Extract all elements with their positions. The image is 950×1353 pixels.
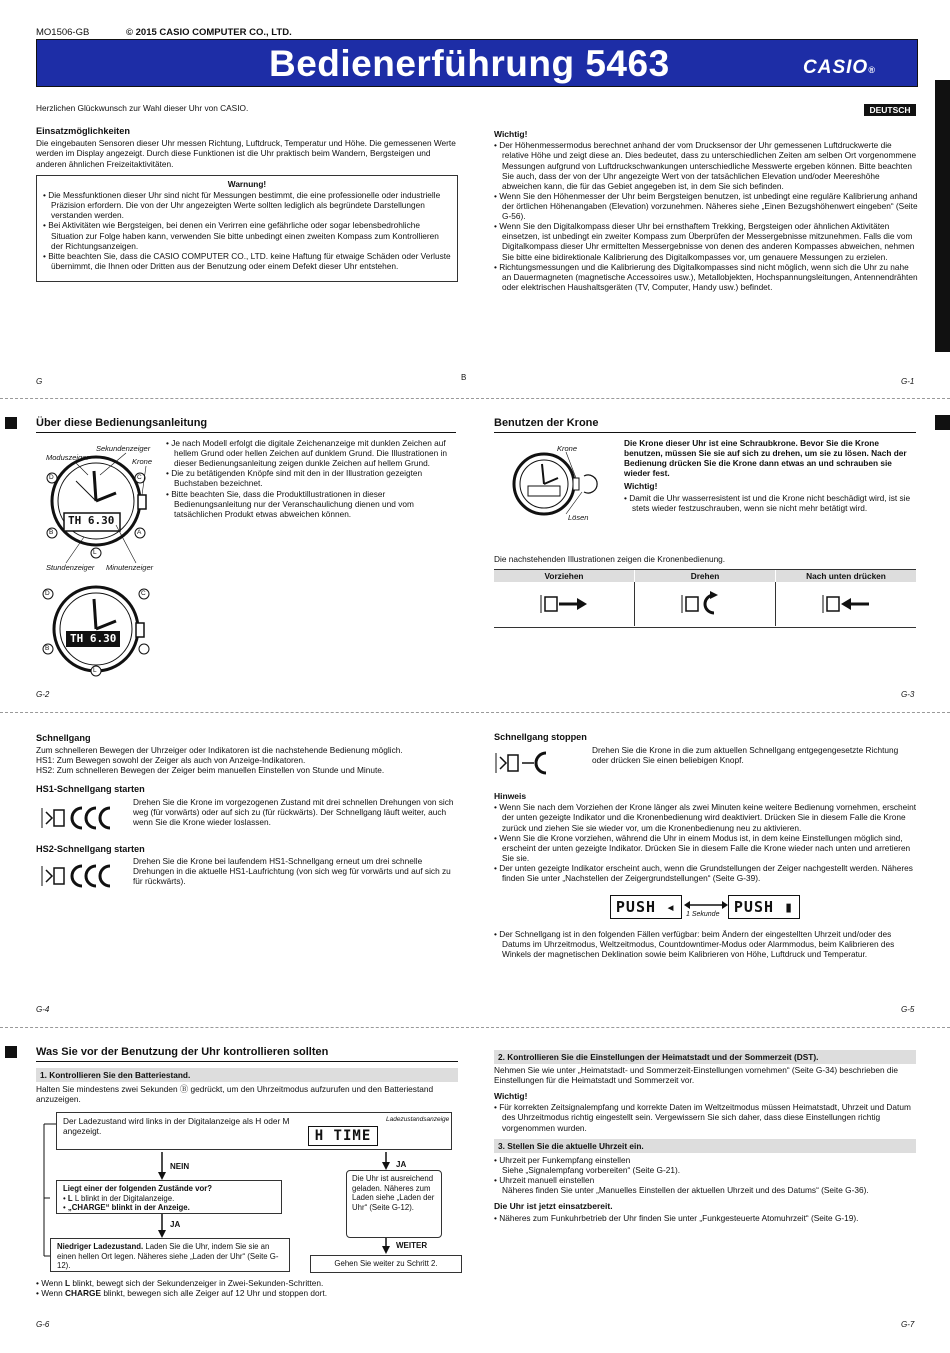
question-item: • L L blinkt in der Digitalanzeige. xyxy=(63,1193,175,1203)
hint-title: Hinweis xyxy=(494,791,527,801)
note-item: • Wenn CHARGE blinkt, bewegen sich alle Zeiger auf 12 Uhr und stoppen dort. xyxy=(36,1288,328,1299)
label-loosen: Lösen xyxy=(568,513,589,522)
important-item: • Wenn Sie den Höhenmesser der Uhr beim Bergsteigen benutzen, ist unbedingt eine reguläre Kalibrierung anhand der örtlichen Höhenangaben (Elevation) vorzunehmen. Näheres siehe „Einen Bezugshöhenwert eingeben“ (Seite G-56). xyxy=(494,190,918,222)
step-2-bar: 2. Kontrollieren Sie die Einstellungen der Heimatstadt und der Sommerzeit (DST). xyxy=(494,1050,916,1064)
brand-name: CASIO xyxy=(803,57,869,78)
edge-tab-small xyxy=(935,415,950,430)
g6-notes xyxy=(36,1278,460,1298)
hint-item: • Wenn Sie nach dem Vorziehen der Krone länger als zwei Minuten keine weitere Bedienung vornehmen, erscheint der unten gezeigte Indikator und die Kronenbedienung wird deaktiviert. Drücken Sie in diesem Falle die Krone zurück und ziehen Sie sie wieder vor, um die Kronenbedienung neu zu aktivieren. xyxy=(494,802,916,833)
important-item: • Damit die Uhr wasserresistent ist und die Krone nicht beschädigt wird, ist sie stets wieder festzuschrauben, wenn sie nicht mehr betätigt wird. xyxy=(624,492,911,513)
step-3-bar: 3. Stellen Sie die aktuelle Uhrzeit ein. xyxy=(494,1139,916,1153)
push-indicator xyxy=(610,895,800,925)
table-header: Nach unten drücken xyxy=(806,571,886,581)
label-minute-hand: Minutenzeiger xyxy=(106,563,154,572)
important-title: Wichtig! xyxy=(494,129,528,139)
warning-box xyxy=(36,175,458,282)
hs1-title: HS1-Schnellgang starten xyxy=(36,783,145,794)
step-2-text: Nehmen Sie wie unter „Heimatstadt- und Sommerzeit-Einstellungen vornehmen“ (Seite G-34) beschrieben die Einstellungen für die Heimatstadt und Sommerzeit vor. xyxy=(494,1065,898,1086)
flow-yes-label: JA xyxy=(396,1160,407,1169)
important-title: Wichtig! xyxy=(624,481,658,492)
list-item: • Der Schnellgang ist in den folgenden Fällen verfügbar: beim Ändern der eingestellten Uhrzeit und/oder des Datums im Uhrzeitmodus, Weltzeitmodus, Countdowntimer-Modus oder Alarmmodus, beim Kalibrieren des Winkels der magnetischen Deklination sowie beim Kalibrieren von Höhe, Luftdruck und Temperatur. xyxy=(494,929,895,960)
flow-yes-label-2: JA xyxy=(170,1220,181,1229)
one-second-label: 1 Sekunde xyxy=(686,911,720,918)
flow-no-label: NEIN xyxy=(170,1162,190,1171)
watch-illustration-1 xyxy=(36,441,166,576)
casio-logo xyxy=(803,56,876,79)
warning-title: Warnung! xyxy=(227,179,267,189)
g3-text xyxy=(624,438,916,513)
label-hour-hand: Stundenzeiger xyxy=(46,563,95,572)
g2-text xyxy=(166,438,458,519)
g1-right xyxy=(494,129,918,292)
question-title: Liegt einer der folgenden Zustände vor? xyxy=(63,1184,213,1193)
button-l: L xyxy=(93,549,97,556)
button-l: L xyxy=(93,667,97,674)
low-charge-text: Laden Sie die Uhr, indem Sie sie an einen hellen Ort legen. Näheres siehe „Laden der Uhr“ (Seite G-12). xyxy=(57,1242,279,1270)
g5-last xyxy=(494,929,918,959)
watch-illustration-2 xyxy=(36,583,166,683)
copyright: © 2015 CASIO COMPUTER CO., LTD. xyxy=(126,27,292,38)
lcd-readout-inverted: TH 6.30 xyxy=(70,632,117,645)
important-item: • Der Höhenmessermodus berechnet anhand der vom Drucksensor der Uhr gemessenen Luftdruckwerte die relative Höhe und zeigt diese an. Dies bedeutet, dass zu unterschiedlichen Zeiten am selben Ort vorgenommene Messungen aufgrund von Luftdruckschwankungen unterschiedliche Messwerte ergeben können. Bitte beachten Sie auch, dass der von der Uhr angezeigte Wert von der tatsächlichen Elevation und/oder Meereshöhe abweichen kann, die für das Gebiet angegeben ist, in dem Sie sich befinden. xyxy=(494,140,917,191)
flow-box-charged xyxy=(346,1170,442,1238)
section-marker xyxy=(5,1046,17,1058)
label-mode-hand: Moduszeiger xyxy=(46,453,89,462)
lcd-readout: TH 6.30 xyxy=(68,514,115,527)
section-title: Benutzen der Krone xyxy=(494,417,916,433)
quickmode-line: Zum schnelleren Bewegen der Uhrzeiger oder Indikatoren ist die nachstehende Bedienung möglich. xyxy=(36,745,403,756)
language-tab: DEUTSCH xyxy=(864,104,916,116)
important-title: Wichtig! xyxy=(494,1091,528,1101)
list-item: • Näheres zum Funkuhrbetrieb der Uhr finden Sie unter „Funkgesteuerte Atomuhrzeit“ (Seite G-19). xyxy=(494,1212,859,1223)
g5-hints xyxy=(494,791,918,883)
list-subitem: Siehe „Signalempfang vorbereiten“ (Seite G-21). xyxy=(502,1165,681,1176)
crown-illustration xyxy=(506,442,616,527)
button-c: C xyxy=(137,474,142,481)
hs1-crown-icon xyxy=(40,800,120,836)
button-c: C xyxy=(141,590,146,597)
quickmode-line: HS2: Zum schnelleren Bewegen der Zeiger beim manuellen Einstellen von Stunde und Minute. xyxy=(36,765,385,776)
divider xyxy=(0,712,950,713)
hs1-text: Drehen Sie die Krone im vorgezogenen Zustand mit drei schnellen Drehungen von sich weg (für vorwärts) oder auf sich zu (für rückwärts). Der Schnellgang läuft weiter, auch wenn Sie die Krone wieder loslassen. xyxy=(133,797,454,828)
crown-operation-table xyxy=(494,569,916,628)
page-number: G-2 xyxy=(36,690,50,699)
page-number: G-1 xyxy=(901,377,915,386)
page-number: G-4 xyxy=(36,1005,50,1014)
stop-title: Schnellgang stoppen xyxy=(494,732,587,742)
doc-id: MO1506-GB xyxy=(36,27,90,38)
pull-crown-icon xyxy=(494,582,635,626)
page-number: G-6 xyxy=(36,1320,50,1329)
button-d: D xyxy=(45,590,50,597)
table-header: Vorziehen xyxy=(494,570,635,582)
section-title: Über diese Bedienungsanleitung xyxy=(36,417,456,433)
button-b: B xyxy=(49,529,54,536)
list-subitem: Näheres finden Sie unter „Manuelles Einstellen der aktuellen Uhrzeit und des Datums“ (Seite G-36). xyxy=(502,1185,869,1196)
page-marker: B xyxy=(461,373,467,382)
list-item: • Die zu betätigenden Knöpfe sind mit den in der Illustration gezeigten Buchstaben bezeichnet. xyxy=(166,468,423,489)
flow-box-question xyxy=(56,1180,282,1214)
stop-text: Drehen Sie die Krone in die zum aktuellen Schnellgang entgegengesetzte Richtung oder drücken Sie einen beliebigen Knopf. xyxy=(592,745,899,766)
flow-box-check-text: Der Ladezustand wird links in der Digitalanzeige als H oder M angezeigt. xyxy=(63,1116,290,1137)
flow-next-label: WEITER xyxy=(396,1241,428,1250)
uses-text: Die eingebauten Sensoren dieser Uhr messen Richtung, Luftdruck, Temperatur und Höhe. Die gemessenen Werte werden im Display angezeigt. Durch diese Funktionen ist die Uhr praktisch beim Wandern, Bergsteigen und anderen ähnlichen Freizeitaktivitäten. xyxy=(36,138,456,169)
label-crown: Krone xyxy=(557,444,578,453)
brand-reg: ® xyxy=(868,65,876,75)
title-banner xyxy=(36,39,918,87)
hs2-crown-icon xyxy=(40,858,120,894)
push-lcd-2: PUSH ▮ xyxy=(728,895,800,919)
section-marker xyxy=(5,417,17,429)
list-item: • Bitte beachten Sie, dass die Produktillustrationen in dieser Bedienungsanleitung nur der Veranschaulichung dienen und vom tatsächlichen Produkt etwas abweichen können. xyxy=(166,488,414,519)
page-number: G-7 xyxy=(901,1320,915,1329)
edge-tab xyxy=(935,80,950,352)
ready-title: Die Uhr ist jetzt einsatzbereit. xyxy=(494,1201,613,1212)
table-header: Drehen xyxy=(635,570,776,582)
hs2-title: HS2-Schnellgang starten xyxy=(36,844,145,854)
list-item: • Uhrzeit per Funkempfang einstellen xyxy=(494,1155,631,1165)
flow-diagram xyxy=(36,1108,462,1274)
next-step-text: Gehen Sie weiter zu Schritt 2. xyxy=(334,1259,438,1268)
step-1-bar: 1. Kontrollieren Sie den Batteriestand. xyxy=(36,1068,458,1082)
page-number: G xyxy=(36,377,43,386)
page-title: Bedienerführung 5463 xyxy=(269,43,670,84)
important-item: • Für korrekten Zeitsignalempfang und korrekte Daten im Weltzeitmodus müssen Heimatstadt, Uhrzeit und Datum des Uhrzeitmodus richtig eingestellt sein. Vergewissern Sie sich daher, dass diese Einstellungen richtig vorgenommen wurden. xyxy=(494,1102,911,1133)
question-item: • „CHARGE“ blinkt in der Anzeige. xyxy=(63,1203,190,1212)
hint-item: • Der unten gezeigte Indikator erscheint auch, wenn die Grundstellungen der Zeiger nachgestellt werden. Näheres finden Sie unter „Nachstellen der Zeigergrundstellungen“ (Seite G-39). xyxy=(494,863,913,884)
hs2-text: Drehen Sie die Krone bei laufendem HS1-Schnellgang erneut um drei schnelle Drehungen in die aktuelle HS1-Laufrichtung (von sich weg für vorwärts und auf sich zu für rückwärts). xyxy=(133,856,451,887)
hint-item: • Wenn Sie die Krone vorziehen, während die Uhr in einem Modus ist, in dem keine Einstellungen möglich sind, erscheint der unten gezeigte Indikator. Drücken Sie in diesem Falle die Krone wieder nach unten und arretieren Sie sie. xyxy=(494,832,911,863)
section-title: Was Sie vor der Benutzung der Uhr kontrollieren sollten xyxy=(36,1046,458,1062)
button-a: A xyxy=(137,529,142,536)
note-item: • Wenn L blinkt, bewegt sich der Sekundenzeiger in Zwei-Sekunden-Schritten. xyxy=(36,1278,324,1288)
crown-text: Die Krone dieser Uhr ist eine Schraubkrone. Bevor Sie die Krone benutzen, müssen Sie sie auf sich zu drehen, um sie zu lösen. Nach der Bedienung drücken Sie die Krone dann etwas an und schrauben sie wieder fest. xyxy=(624,438,907,479)
push-lcd-1: PUSH ◂ xyxy=(610,895,682,919)
warning-item: • Bei Aktivitäten wie Bergsteigen, bei denen ein Verirren eine gefährliche oder sogar lebensbedrohliche Situation zur Folge haben kann, verwenden Sie bitte unbedingt einen zweiten Kompass zum Kontrollieren der Richtungsanzeigen. xyxy=(43,220,439,251)
label-crown: Krone xyxy=(132,457,153,466)
g7-items xyxy=(494,1155,918,1223)
stop-crown-icon xyxy=(494,745,554,781)
low-charge-bold: Niedriger Ladezustand. xyxy=(57,1242,144,1251)
lcd-label: Ladezustandsanzeige xyxy=(386,1116,450,1123)
important-item: • Wenn Sie den Digitalkompass dieser Uhr bei ernsthaftem Trekking, Bergsteigen oder ähnlichen Aktivitäten einsetzen, ist unbedingt ein zweiter Kompass zum Überprüfen der Messergebnisse mitzunehmen. Falls die vom Digitalkompass dieser Uhr ermittelten Messergebnisse von denen des anderen Kompasses abweichen, nehmen Sie bitte eine bidirektionale Kalibrierung des Digitalkompasses vor, um genauere Messungen zu erzielen. xyxy=(494,221,915,262)
rotate-crown-icon xyxy=(635,582,776,626)
button-b: B xyxy=(45,645,50,652)
table-intro: Die nachstehenden Illustrationen zeigen die Kronenbedienung. xyxy=(494,554,726,564)
divider xyxy=(0,1027,950,1028)
charged-text: Die Uhr ist ausreichend geladen. Näheres zum Laden siehe „Laden der Uhr“ (Seite G-12). xyxy=(352,1174,435,1212)
intro-text: Herzlichen Glückwunsch zur Wahl dieser Uhr von CASIO. xyxy=(36,103,249,113)
battery-lcd: H TIME xyxy=(308,1126,378,1146)
flow-box-next xyxy=(310,1255,462,1273)
uses-title: Einsatzmöglichkeiten xyxy=(36,126,130,137)
button-d: D xyxy=(49,474,54,481)
warning-item: • Die Messfunktionen dieser Uhr sind nicht für Messungen bestimmt, die eine professionelle oder industrielle Präzision erfordern. Die von der Uhr angezeigten Werte sollten lediglich als begründete Darstellungen verstanden werden. xyxy=(43,190,441,221)
list-item: • Uhrzeit manuell einstellen xyxy=(494,1175,595,1186)
step-1-text: Halten Sie mindestens zwei Sekunden Ⓑ gedrückt, um den Uhrzeitmodus aufzurufen und den Batteriestand anzuzeigen. xyxy=(36,1084,434,1105)
divider xyxy=(0,398,950,399)
g1-left xyxy=(36,103,456,170)
warning-item: • Bitte beachten Sie, dass die CASIO COMPUTER CO., LTD. keine Haftung für etwaige Schäden oder Verluste übernimmt, die Ihnen oder Dritten aus der Benutzung oder einem Defekt dieser Uhr entstehen. xyxy=(43,250,451,271)
g7-important xyxy=(494,1091,918,1133)
label-second-hand: Sekundenzeiger xyxy=(96,444,151,453)
quickmode-title: Schnellgang xyxy=(36,733,91,743)
push-crown-icon xyxy=(776,582,916,626)
quickmode-line: HS1: Zum Bewegen sowohl der Zeiger als auch von Anzeige-Indikatoren. xyxy=(36,755,306,766)
g4-content xyxy=(36,733,460,796)
page-number: G-3 xyxy=(901,690,915,699)
flow-box-low xyxy=(50,1238,290,1272)
important-item: • Richtungsmessungen und die Kalibrierung des Digitalkompasses sind nicht möglich, wenn sich die Uhr zu nahe an Dauermagneten (magnetische Accessoires usw.), Metallobjekten, Hochspannungsleitungen, Antennendrähten oder elektrischen Haushaltsgeräten (TV, Computer, Handy usw.) befindet. xyxy=(494,261,918,292)
list-item: • Je nach Modell erfolgt die digitale Zeichenanzeige mit dunklen Zeichen auf hellem Grund oder hellen Zeichen auf dunklem Grund. Die Illustrationen in dieser Bedienungsanleitung zeigen dunkle Zeichen auf hellem Grund. xyxy=(166,438,448,469)
page-number: G-5 xyxy=(901,1005,915,1014)
